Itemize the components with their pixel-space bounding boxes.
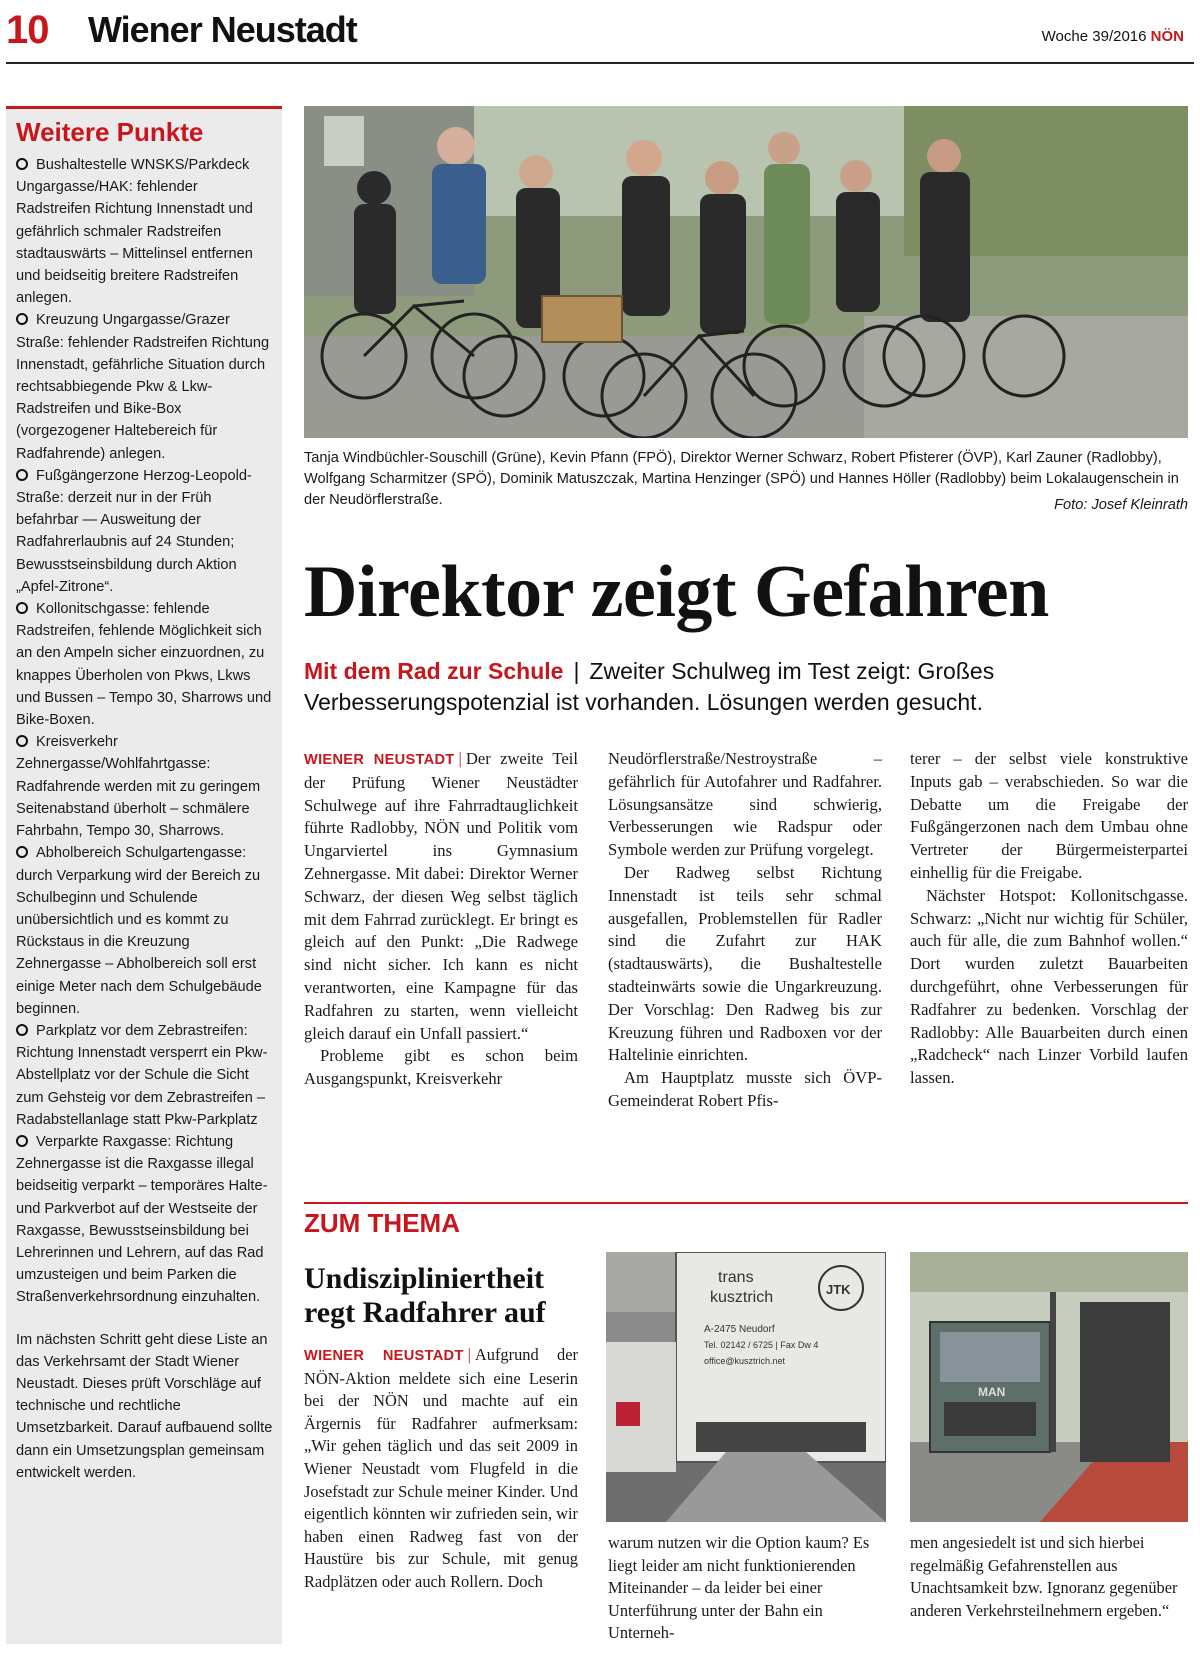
truck-brand-2: kusztrich [710,1289,774,1306]
section-title: Wiener Neustadt [88,9,357,50]
article-paragraph: Neudörflerstraße/Nestroystraße – gefährlich für Autofahrer und Radfahrer. Lösungsansätze sind schwierig, Verbesserungen wie Radspur oder Symbole werden zur Prüfung vorgelegt. [608,749,882,860]
truck-photo-right [910,1252,1188,1522]
bullet-icon [16,158,28,170]
article-headline: Direktor zeigt Gefahren [304,551,1049,633]
article-column-3 [910,748,1188,1090]
truck-photo-left [606,1252,886,1522]
zum-thema-headline: Undiszipliniertheit regt Radfahrer auf [304,1262,546,1329]
zum-thema-rule [304,1202,1188,1204]
article-paragraph: Der zweite Teil der Prüfung Wiener Neustädter Schulwege auf ihre Fahrradtauglichkeit führte Radlobby, NÖN und Politik vom Ungarviertel ins Gymnasium Zehnergasse. Mit dabei: Direktor Werner Schwarz, der diesen Weg selbst täglich mit dem Fahrrad zurücklegt. Er bringt es gleich auf den Punkt: „Die Radwege sind nicht sicher. Ich kann es nicht verantworten, eine Kampagne für das Radfahren zu starten, wenn vielleicht gleich darauf ein Unfall passiert.“ [304,749,578,1043]
article-paragraph: Am Hauptplatz musste sich ÖVP-Gemeinderat Robert Pfis- [608,1068,882,1110]
bullet-icon [16,1024,28,1036]
truck-email: office@kusztrich.net [704,1356,786,1366]
sidebar-item: Verparkte Raxgasse: Richtung Zehnergasse ist die Raxgasse illegal beidseitig verparkt – temporäres Halte- und Parkverbot auf der Westseite der Raxgasse, Bewusstseinsbildung bei Lehrerinnen und Lehrern, auf das Rad umzusteigen und beim Parken die Straßenverkehrsordnung einzuhalten. [16,1133,268,1306]
truck-phone: Tel. 02142 / 6725 | Fax Dw 4 [704,1340,819,1350]
article-paragraph: Probleme gibt es schon beim Ausgangspunkt, Kreisverkehr [304,1046,578,1089]
sidebar-item: Bushaltestelle WNSKS/Parkdeck Ungargasse/HAK: fehlender Radstreifen Richtung Innenstadt und gefährlich schmaler Radstreifen stadtauswärts – Mittelinsel entfernen und beidseitig breitere Radstreifen anlegen. [16,157,253,307]
sidebar-item: Kreuzung Ungargasse/Grazer Straße: fehlender Radstreifen Richtung Innenstadt, gefährliche Situation durch rechtsabbiegende Pkw & Lkw-Radstreifen und Bike-Box (vorgezogener Haltebereich für Radfahrende) anlegen. [16,312,270,462]
truck-brand-1: trans [718,1269,754,1286]
article-subhead [304,656,1188,718]
zum-thema-paragraph: Aufgrund der NÖN-Aktion meldete sich eine Leserin bei der NÖN und machte auf ein Ärgernis für Radfahrer aufmerksam: „Wir gehen täglich und das seit 2009 in Wiener Neustadt vom Flugfeld in die Josefstadt zur Schule meiner Kinder. Und eigentlich könnten wir zufrieden sein, wir haben einen Radweg fast von der Haustüre bis zur Schule, mit genug Radplätzen oder auch Rollern. Doch [304,1345,578,1591]
kicker-separator: | [573,658,580,684]
zum-thema-column-2 [608,1532,882,1645]
article-kicker: Mit dem Rad zur Schule [304,658,564,684]
sidebar-title: Weitere Punkte [16,117,204,147]
zum-thema-paragraph: warum nutzen wir die Option kaum? Es liegt leider am nicht funktionierenden Miteinander – da leider bei einer Unterführung unter der Bahn ein Unterneh- [608,1533,870,1643]
article-paragraph: Nächster Hotspot: Kollonitschgasse. Schwarz: „Nicht nur wichtig für Schüler, auch für alle, die zum Bahnhof wollen.“ Dort wurden zuletzt Bauarbeiten durchgeführt, ohne Verbesserungen für Radfahrer zu bedenken. Vorschlag der Radlobby: Alle Bauarbeiten durch einen „Radcheck“ nach Linzer Vorbild laufen lassen. [910,885,1188,1088]
zum-thema-dateline: WIENER NEUSTADT [304,1348,464,1364]
sidebar-weitere-punkte [6,106,282,1644]
bullet-icon [16,313,28,325]
issue-week: Woche 39/2016 [1041,28,1147,45]
article-dateline: WIENER NEUSTADT [304,752,455,768]
zum-thema-column-3 [910,1532,1188,1622]
photo-credit: Foto: Josef Kleinrath [1054,497,1188,513]
header-rule [6,62,1194,64]
truck-logo: JTK [826,1282,851,1297]
zum-thema-column-1: WIENER NEUSTADT | Aufgrund der NÖN-Aktion meldete sich eine Leserin bei der NÖN und machte auf ein Ärgernis für Radfahrer aufmerksam: „Wir gehen täglich und das seit 2009 in Wiener Neustadt vom Flugfeld in die Josefstadt zur Schule meiner Kinder. Und eigentlich könnten wir zufrieden sein, wir haben einen Radweg fast von der Haustüre bis zur Schule, mit genug Radplätzen oder auch Rollern. Doch [304,1345,578,1591]
zum-thema-label: ZUM THEMA [304,1208,460,1238]
sidebar-item: Abholbereich Schulgartengasse: durch Verparkung wird der Bereich zu Schulbeginn und Schulende unübersichtlich und es kommt zu Rückstaus in die Kreuzung Zehnergasse – Abholbereich soll erst einige Meter nach dem Schulgebäude beginnen. [16,845,262,1017]
zum-thema-paragraph: men angesiedelt ist und sich hierbei regelmäßig Gefahrenstellen aus Unachtsamkeit bzw. Ignoranz gegenüber anderen Verkehrsteilnehmern ergeben.“ [910,1533,1178,1620]
sidebar-item: Fußgängerzone Herzog-Leopold-Straße: derzeit nur in der Früh befahrbar — Ausweitung der Radfahrerlaubnis auf 24 Stunden; Bewusstseinsbildung durch Aktion „Apfel-Zitrone“. [16,467,252,595]
subhead-text: Zweiter Schulweg im Test zeigt: Großes Verbesserungspotenzial ist vorhanden. Lösungen werden gesucht. [304,658,995,715]
bullet-icon [16,1135,28,1147]
bullet-icon [16,602,28,614]
article-paragraph: terer – der selbst viele konstruktive Inputs gab – verabschieden. So war die Debatte um die Freigabe der Fußgängerzonen nach dem Umbau ohne Vertreter der Bürgermeisterpartei einhellig für die Freigabe. [910,749,1188,882]
sidebar-item: Parkplatz vor dem Zebrastreifen: Richtung Innenstadt versperrt ein Pkw-Abstellplatz vor der Schule die Sicht zum Gehsteig vor dem Zebrastreifen – Radabstellanlage statt Pkw-Parkplatz [16,1022,268,1128]
photo-caption: Tanja Windbüchler-Souschill (Grüne), Kevin Pfann (FPÖ), Direktor Werner Schwarz, Robert Pfisterer (ÖVP), Karl Zauner (Radlobby), Wolfgang Scharmitzer (SPÖ), Dominik Matuszczak, Martina Henzinger (SPÖ) und Hannes Höller (Radlobby) beim Lokalaugenschein in der Neudörflerstraße. [304,450,1179,508]
page-number: 10 [6,8,49,52]
brand-logo: NÖN [1150,28,1184,45]
article-column-1: WIENER NEUSTADT | Der zweite Teil der Prüfung Wiener Neustädter Schulwege auf ihre Fahrradtauglichkeit führte Radlobby, NÖN und Politik vom Ungarviertel ins Gymnasium Zehnergasse. Mit dabei: Direktor Werner Schwarz, der diesen Weg selbst täglich mit dem Fahrrad zurücklegt. Er bringt es gleich auf den Punkt: „Die Radwege sind nicht sicher. Ich kann es nicht verantworten, eine Kampagne für das Radfahren zu starten, wenn vielleicht gleich darauf ein Unfall passiert.“ Probleme gibt es schon beim Ausgangspunkt, Kreisverkehr [304,748,578,1091]
bullet-icon [16,735,28,747]
article-paragraph: Der Radweg selbst Richtung Innenstadt ist teils sehr schmal ausgefallen, Problemstellen für Radler sind die Zufahrt zur HAK (stadtauswärts), die Bushaltestelle stadteinwärts sowie die Ungarkreuzung. Der Vorschlag: Den Radweg bis zur Kreuzung führen und Radboxen vor der Haltelinie einrichten. [608,862,882,1065]
issue-info [1042,28,1184,45]
sidebar-item: Kollonitschgasse: fehlende Radstreifen, fehlende Möglichkeit sich an den Ampeln sicher einzuordnen, zu knappes Überholen von Pkws, Lkws und Bussen – Tempo 30, Sharrows und Bike-Boxen. [16,601,272,729]
cab-brand: MAN [978,1385,1006,1399]
sidebar-item: Kreisverkehr Zehnergasse/Wohlfahrtgasse: Radfahrende werden mit zu geringem Seitenabstand überholt – schmälere Fahrbahn, Tempo 30, Sharrows. [16,734,261,840]
group-photo [304,106,1188,438]
article-column-2 [608,748,882,1113]
bullet-icon [16,846,28,858]
sidebar-outro: Im nächsten Schritt geht diese Liste an das Verkehrsamt der Stadt Wiener Neustadt. Dieses prüft Vorschläge auf technische und rechtliche Umsetzbarkeit. Darauf aufbauend sollte dann ein Umsetzungsplan gemeinsam entwickelt werden. [16,1331,273,1481]
truck-address: A-2475 Neudorf [704,1324,775,1335]
bullet-icon [16,469,28,481]
